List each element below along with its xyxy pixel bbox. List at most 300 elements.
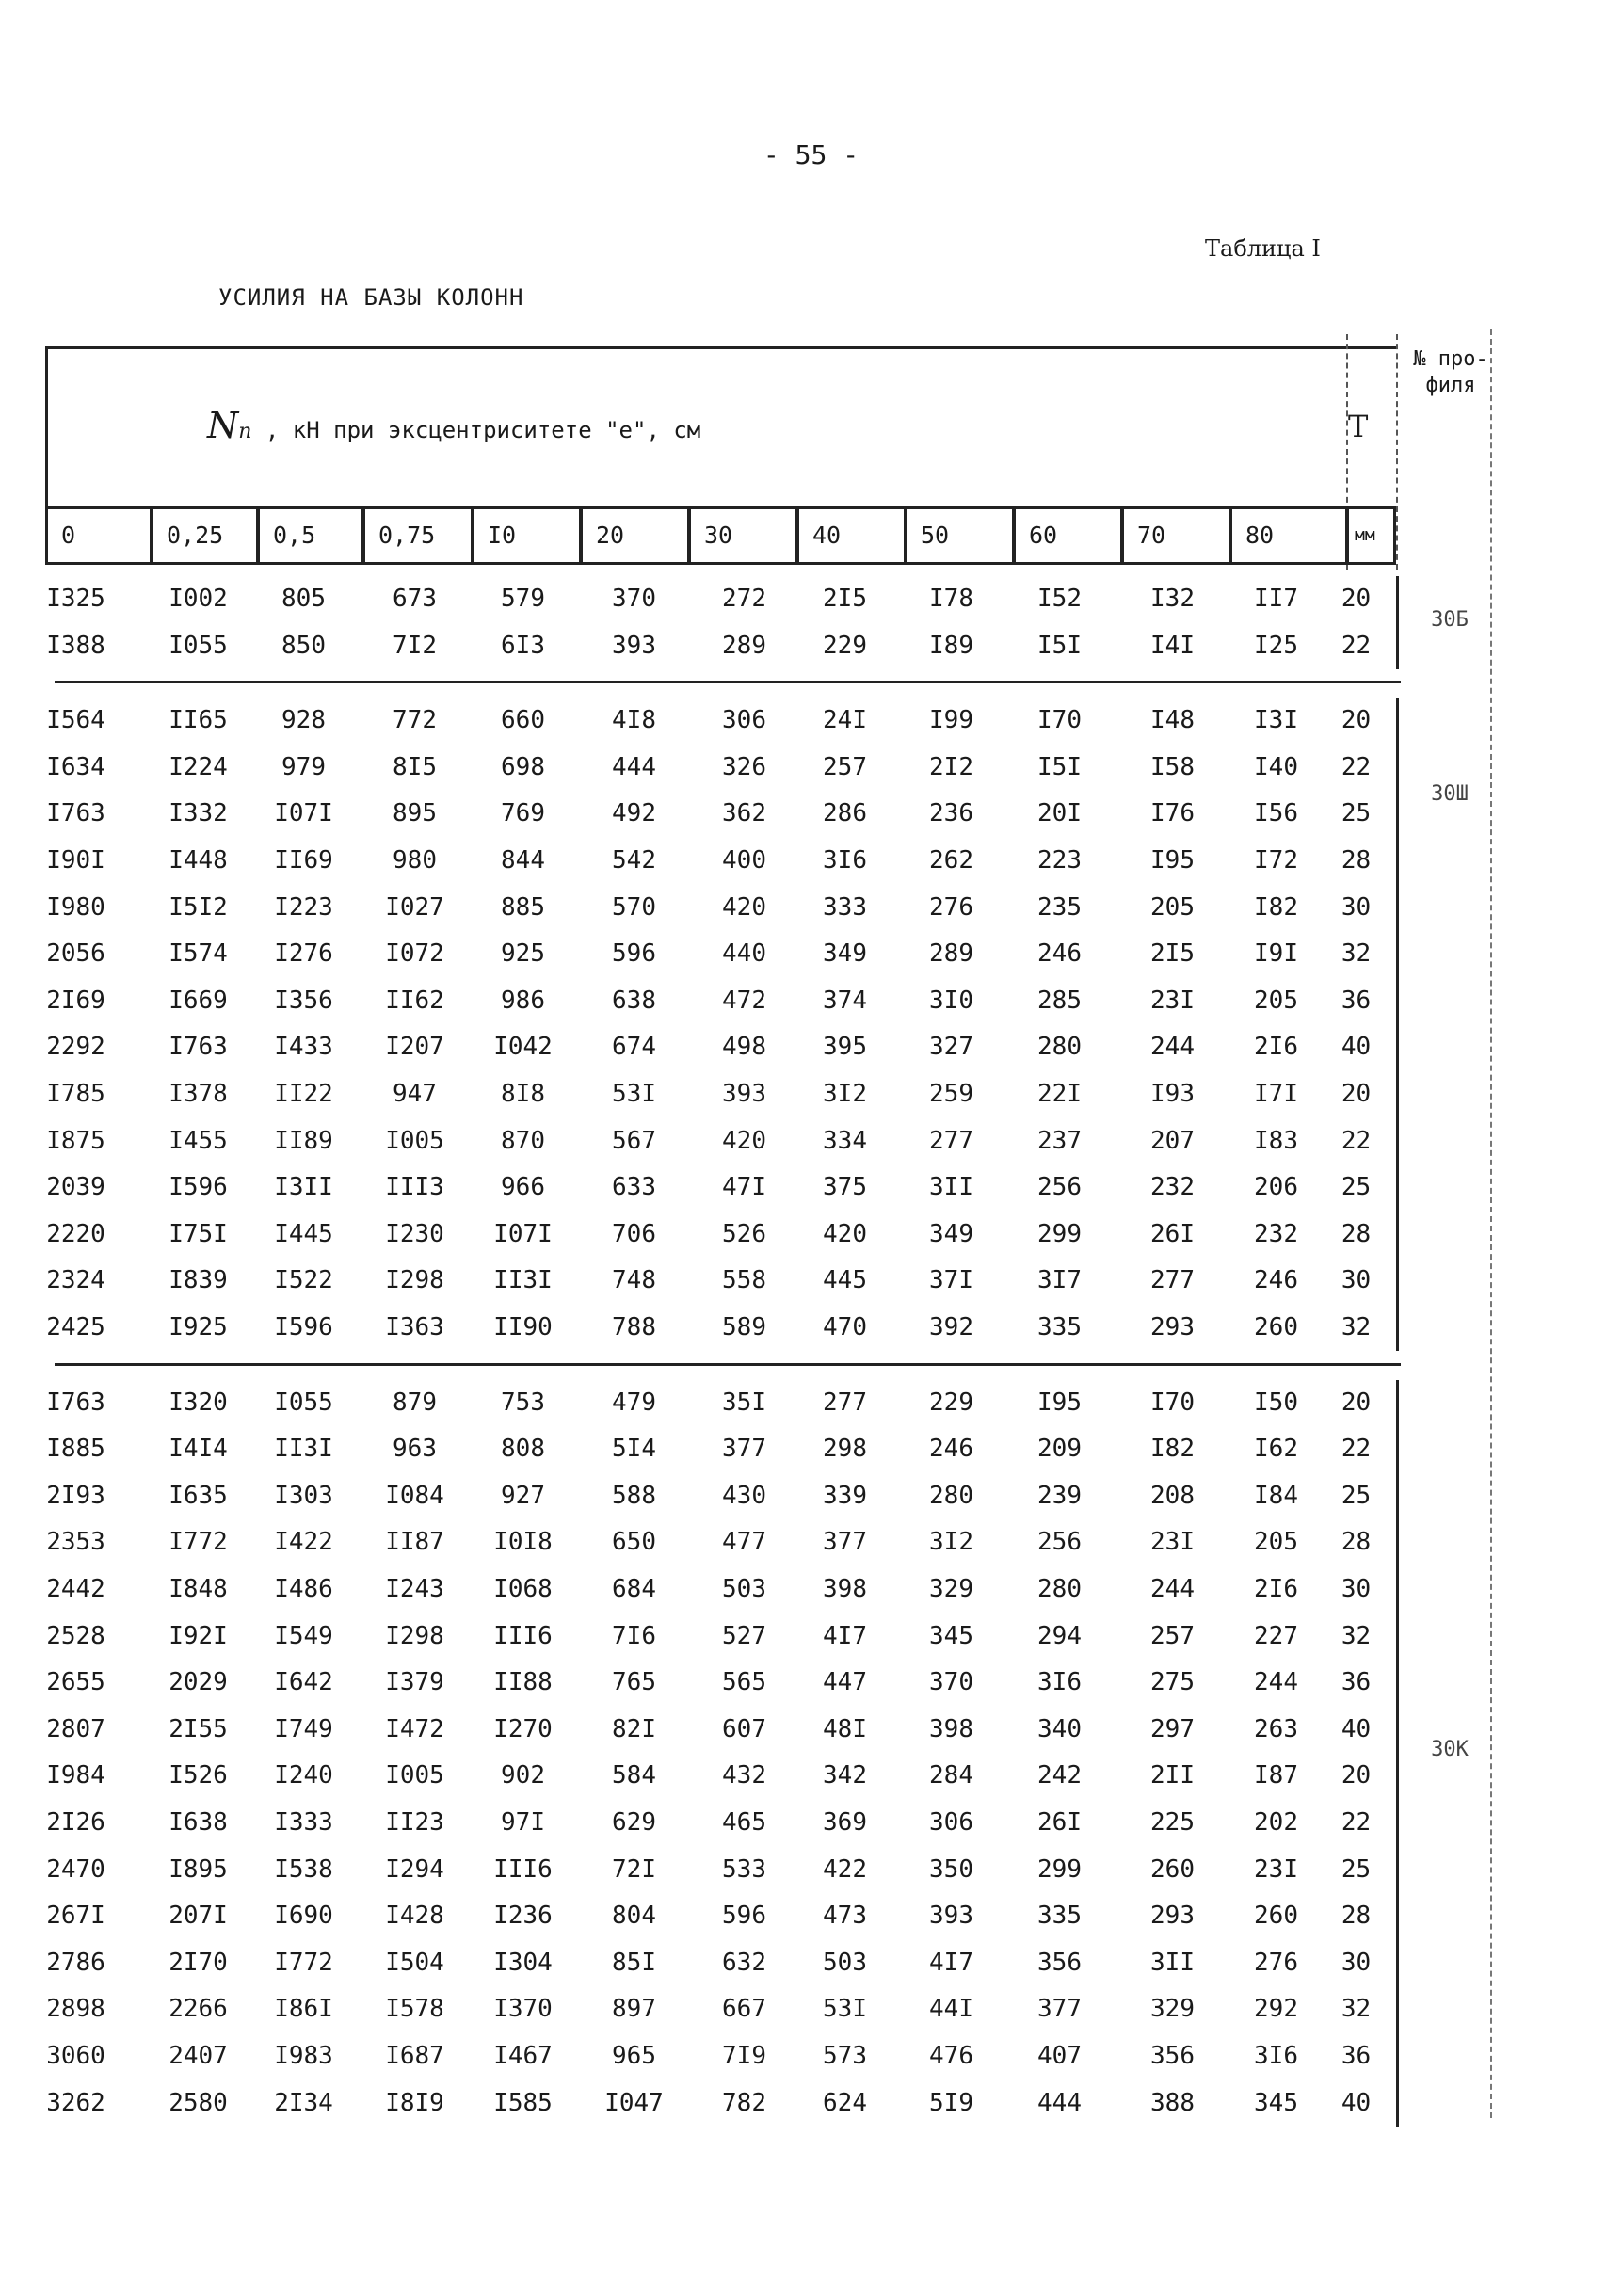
force-value-cell: I230 [385, 1220, 444, 1248]
force-value-cell: 229 [929, 1389, 973, 1417]
force-value-cell: I504 [385, 1949, 444, 1977]
force-value-cell: 629 [612, 1808, 656, 1837]
force-value-cell: 447 [823, 1668, 867, 1696]
force-value-cell: I596 [274, 1313, 333, 1341]
eccentricity-header-cell: 0 [45, 506, 153, 565]
force-value-cell: I980 [46, 893, 105, 922]
force-value-cell: 2I2 [929, 753, 973, 781]
force-value-cell: 2I6 [1254, 1575, 1298, 1603]
eccentricity-header-cell: 60 [1013, 506, 1123, 565]
table-row [0, 978, 1412, 1023]
table-title: УСИЛИЯ НА БАЗЫ КОЛОНН [218, 284, 524, 311]
force-value-cell: I378 [169, 1080, 228, 1108]
force-value-cell: 624 [823, 2089, 867, 2117]
header-separator [1396, 334, 1398, 570]
force-value-cell: I83 [1254, 1127, 1298, 1155]
thickness-cell: 22 [1341, 632, 1372, 660]
thickness-cell: 30 [1341, 1266, 1372, 1294]
force-value-cell: 6I3 [501, 632, 545, 660]
force-value-cell: 895 [393, 799, 437, 827]
force-value-cell: I294 [385, 1855, 444, 1884]
force-value-cell: 374 [823, 987, 867, 1015]
force-value-cell: 2898 [46, 1995, 105, 2023]
force-value-cell: 272 [722, 585, 766, 613]
force-value-cell: I95 [1150, 846, 1195, 875]
force-value-cell: 673 [393, 585, 437, 613]
n-subscript: п [238, 420, 252, 443]
force-value-cell: 280 [1037, 1033, 1082, 1061]
force-value-cell: 345 [929, 1622, 973, 1650]
table-row [0, 838, 1412, 883]
table-row [0, 1707, 1412, 1752]
force-value-cell: 339 [823, 1482, 867, 1510]
force-value-cell: 329 [1150, 1995, 1195, 2023]
force-value-cell: 277 [823, 1389, 867, 1417]
force-value-cell: 8I8 [501, 1080, 545, 1108]
table-row [0, 2080, 1412, 2126]
force-value-cell: I89 [929, 632, 973, 660]
force-value-cell: 3I6 [1254, 2042, 1298, 2070]
force-value-cell: I042 [493, 1033, 553, 1061]
force-value-cell: 362 [722, 799, 766, 827]
force-value-cell: I055 [274, 1389, 333, 1417]
thickness-cell: 32 [1341, 1313, 1372, 1341]
force-value-cell: 2470 [46, 1855, 105, 1884]
force-value-cell: 2I5 [1150, 939, 1195, 968]
force-value-cell: 298 [823, 1435, 867, 1463]
force-value-cell: 236 [929, 799, 973, 827]
force-value-cell: 2807 [46, 1715, 105, 1743]
force-value-cell: I363 [385, 1313, 444, 1341]
thickness-cell: 20 [1341, 1389, 1372, 1417]
force-value-cell: 765 [612, 1668, 656, 1696]
force-value-cell: 256 [1037, 1528, 1082, 1556]
thickness-cell: 22 [1341, 753, 1372, 781]
thickness-cell: 32 [1341, 1995, 1372, 2023]
force-value-cell: 205 [1254, 987, 1298, 1015]
force-value-cell: I32 [1150, 585, 1195, 613]
force-value-cell: 3I6 [823, 846, 867, 875]
force-value-cell: 4I8 [612, 706, 656, 734]
force-value-cell: 2442 [46, 1575, 105, 1603]
force-value-cell: 297 [1150, 1715, 1195, 1743]
table-row [0, 1071, 1412, 1116]
force-value-cell: 440 [722, 939, 766, 968]
profile-column-header: № про- филя [1413, 347, 1488, 397]
force-value-cell: 769 [501, 799, 545, 827]
force-value-cell: 492 [612, 799, 656, 827]
force-value-cell: I984 [46, 1761, 105, 1790]
force-value-cell: I58 [1150, 753, 1195, 781]
force-value-cell: 2324 [46, 1266, 105, 1294]
force-value-cell: I75I [169, 1220, 228, 1248]
force-value-cell: 8I5 [393, 753, 437, 781]
force-value-cell: I538 [274, 1855, 333, 1884]
force-value-cell: I50 [1254, 1389, 1298, 1417]
force-value-cell: 633 [612, 1173, 656, 1201]
force-value-cell: I320 [169, 1389, 228, 1417]
force-value-cell: 2266 [169, 1995, 228, 2023]
thickness-unit-cell: мм [1346, 506, 1396, 565]
profile-label: 30Б [1431, 608, 1469, 632]
table-row [0, 931, 1412, 976]
force-value-cell: I356 [274, 987, 333, 1015]
force-value-cell: 533 [722, 1855, 766, 1884]
force-value-cell: I86I [274, 1995, 333, 2023]
force-value-cell: I638 [169, 1808, 228, 1837]
force-value-cell: I4I [1150, 632, 1195, 660]
force-value-cell: I303 [274, 1482, 333, 1510]
force-value-cell: 2220 [46, 1220, 105, 1248]
force-value-cell: I93 [1150, 1080, 1195, 1108]
force-value-cell: 660 [501, 706, 545, 734]
force-value-cell: 965 [612, 2042, 656, 2070]
force-value-cell: 558 [722, 1266, 766, 1294]
force-value-cell: 260 [1254, 1902, 1298, 1930]
group-border [1396, 1380, 1399, 2127]
force-value-cell: 289 [929, 939, 973, 968]
group-divider [55, 1363, 1401, 1366]
force-value-cell: 2I5 [823, 585, 867, 613]
force-value-cell: 395 [823, 1033, 867, 1061]
force-value-cell: I785 [46, 1080, 105, 1108]
force-value-cell: 286 [823, 799, 867, 827]
force-value-cell: 340 [1037, 1715, 1082, 1743]
force-value-cell: 37I [929, 1266, 973, 1294]
force-value-cell: 3262 [46, 2089, 105, 2117]
force-value-cell: 444 [1037, 2089, 1082, 2117]
force-value-cell: II22 [274, 1080, 333, 1108]
table-row [0, 623, 1412, 668]
force-value-cell: 3I0 [929, 987, 973, 1015]
force-value-cell: 205 [1254, 1528, 1298, 1556]
force-value-cell: 589 [722, 1313, 766, 1341]
force-value-cell: I763 [169, 1033, 228, 1061]
force-value-cell: I90I [46, 846, 105, 875]
force-value-cell: 294 [1037, 1622, 1082, 1650]
force-value-cell: I486 [274, 1575, 333, 1603]
thickness-cell: 22 [1341, 1808, 1372, 1837]
group-divider [55, 681, 1401, 683]
force-value-cell: 393 [722, 1080, 766, 1108]
force-value-cell: I4I4 [169, 1435, 228, 1463]
thickness-cell: 20 [1341, 1080, 1372, 1108]
force-value-cell: 349 [823, 939, 867, 968]
force-value-cell: 289 [722, 632, 766, 660]
force-value-cell: 5I9 [929, 2089, 973, 2117]
force-value-cell: I772 [169, 1528, 228, 1556]
page-number: - 55 - [763, 139, 859, 170]
force-value-cell: I084 [385, 1482, 444, 1510]
force-value-cell: 208 [1150, 1482, 1195, 1510]
force-value-cell: I895 [169, 1855, 228, 1884]
force-value-cell: 232 [1150, 1173, 1195, 1201]
force-value-cell: I0I8 [493, 1528, 553, 1556]
force-value-cell: 257 [823, 753, 867, 781]
force-value-cell: 2029 [169, 1668, 228, 1696]
force-value-cell: I333 [274, 1808, 333, 1837]
force-value-cell: 444 [612, 753, 656, 781]
force-value-cell: I304 [493, 1949, 553, 1977]
force-value-cell: 476 [929, 2042, 973, 2070]
force-value-cell: I82 [1150, 1435, 1195, 1463]
table-row [0, 1258, 1412, 1303]
force-value-cell: 257 [1150, 1622, 1195, 1650]
force-value-cell: I25 [1254, 632, 1298, 660]
force-value-cell: II89 [274, 1127, 333, 1155]
force-value-cell: 632 [722, 1949, 766, 1977]
force-value-cell: 22I [1037, 1080, 1082, 1108]
force-value-cell: 306 [929, 1808, 973, 1837]
thickness-cell: 36 [1341, 1668, 1372, 1696]
force-value-cell: I574 [169, 939, 228, 968]
force-value-cell: 246 [1037, 939, 1082, 968]
force-value-cell: I3I [1254, 706, 1298, 734]
force-value-cell: 925 [501, 939, 545, 968]
force-value-cell: 72I [612, 1855, 656, 1884]
force-value-cell: 470 [823, 1313, 867, 1341]
force-value-cell: 432 [722, 1761, 766, 1790]
force-value-cell: 2I6 [1254, 1033, 1298, 1061]
force-value-cell: I52 [1037, 585, 1082, 613]
profile-label: 30К [1431, 1738, 1469, 1761]
table-row [0, 1164, 1412, 1210]
force-value-cell: I92I [169, 1622, 228, 1650]
force-value-cell: 684 [612, 1575, 656, 1603]
force-value-cell: 2353 [46, 1528, 105, 1556]
force-value-cell: 2I55 [169, 1715, 228, 1743]
force-value-cell: 526 [722, 1220, 766, 1248]
force-value-cell: 650 [612, 1528, 656, 1556]
thickness-cell: 28 [1341, 1902, 1372, 1930]
force-value-cell: 26I [1150, 1220, 1195, 1248]
force-value-cell: 2580 [169, 2089, 228, 2117]
table-row [0, 1519, 1412, 1565]
force-value-cell: I875 [46, 1127, 105, 1155]
force-value-cell: 2I34 [274, 2089, 333, 2117]
force-value-cell: 47I [722, 1173, 766, 1201]
force-value-cell: II88 [493, 1668, 553, 1696]
force-value-cell: I055 [169, 632, 228, 660]
force-value-cell: 638 [612, 987, 656, 1015]
eccentricity-header-cell: 50 [905, 506, 1015, 565]
force-value-cell: I224 [169, 753, 228, 781]
force-value-cell: 306 [722, 706, 766, 734]
force-value-cell: 393 [612, 632, 656, 660]
force-value-cell: 885 [501, 893, 545, 922]
force-value-cell: 349 [929, 1220, 973, 1248]
force-value-cell: I8I9 [385, 2089, 444, 2117]
force-value-cell: 596 [612, 939, 656, 968]
force-value-cell: 275 [1150, 1668, 1195, 1696]
force-value-cell: 244 [1254, 1668, 1298, 1696]
force-value-cell: 3I2 [823, 1080, 867, 1108]
table-row [0, 1660, 1412, 1705]
thickness-cell: 25 [1341, 1173, 1372, 1201]
force-value-cell: 2II [1150, 1761, 1195, 1790]
force-value-cell: 225 [1150, 1808, 1195, 1837]
thickness-cell: 22 [1341, 1127, 1372, 1155]
force-value-cell: 808 [501, 1435, 545, 1463]
force-value-cell: 445 [823, 1266, 867, 1294]
force-value-cell: 237 [1037, 1127, 1082, 1155]
force-value-cell: I027 [385, 893, 444, 922]
force-value-cell: 256 [1037, 1173, 1082, 1201]
force-value-cell: 607 [722, 1715, 766, 1743]
force-value-cell: I642 [274, 1668, 333, 1696]
force-value-cell: 209 [1037, 1435, 1082, 1463]
eccentricity-header-cell: 70 [1121, 506, 1231, 565]
force-value-cell: I002 [169, 585, 228, 613]
force-value-cell: 596 [722, 1902, 766, 1930]
force-value-cell: 277 [929, 1127, 973, 1155]
table-row [0, 576, 1412, 621]
force-value-cell: 753 [501, 1389, 545, 1417]
force-value-cell: 20I [1037, 799, 1082, 827]
force-value-cell: I428 [385, 1902, 444, 1930]
force-value-cell: 565 [722, 1668, 766, 1696]
table-row [0, 745, 1412, 790]
force-value-cell: I82 [1254, 893, 1298, 922]
thickness-symbol: Т [1348, 409, 1369, 444]
header-caption-text: , кН при эксцентриситете "е", см [265, 417, 701, 443]
force-value-cell: 2I26 [46, 1808, 105, 1837]
force-value-cell: II3I [493, 1266, 553, 1294]
force-value-cell: 979 [281, 753, 326, 781]
force-value-cell: 2056 [46, 939, 105, 968]
force-value-cell: 242 [1037, 1761, 1082, 1790]
eccentricity-header-cell: 0,25 [151, 506, 259, 565]
force-value-cell: 326 [722, 753, 766, 781]
force-value-cell: 748 [612, 1266, 656, 1294]
force-value-cell: I325 [46, 585, 105, 613]
force-value-cell: 232 [1254, 1220, 1298, 1248]
force-value-cell: 667 [722, 1995, 766, 2023]
force-value-cell: 205 [1150, 893, 1195, 922]
force-value-cell: II23 [385, 1808, 444, 1837]
table-row [0, 1212, 1412, 1257]
force-value-cell: 23I [1254, 1855, 1298, 1884]
force-value-cell: 229 [823, 632, 867, 660]
force-value-cell: 235 [1037, 893, 1082, 922]
force-value-cell: 4I7 [929, 1949, 973, 1977]
force-value-cell: 285 [1037, 987, 1082, 1015]
force-value-cell: 805 [281, 585, 326, 613]
force-value-cell: 26I [1037, 1808, 1082, 1837]
force-value-cell: 567 [612, 1127, 656, 1155]
force-value-cell: 772 [393, 706, 437, 734]
force-value-cell: I207 [385, 1033, 444, 1061]
force-value-cell: 44I [929, 1995, 973, 2023]
force-value-cell: 276 [1254, 1949, 1298, 1977]
force-value-cell: 927 [501, 1482, 545, 1510]
eccentricity-header-cell: 40 [796, 506, 907, 565]
force-value-cell: I388 [46, 632, 105, 660]
force-value-cell: 947 [393, 1080, 437, 1108]
force-value-cell: 260 [1150, 1855, 1195, 1884]
force-value-cell: 7I2 [393, 632, 437, 660]
force-value-cell: I005 [385, 1127, 444, 1155]
force-value-cell: 674 [612, 1033, 656, 1061]
force-value-cell: 398 [823, 1575, 867, 1603]
force-value-cell: 2528 [46, 1622, 105, 1650]
force-value-cell: I549 [274, 1622, 333, 1650]
force-value-cell: I068 [493, 1575, 553, 1603]
force-value-cell: I848 [169, 1575, 228, 1603]
force-value-cell: I48 [1150, 706, 1195, 734]
force-value-cell: II69 [274, 846, 333, 875]
force-value-cell: I585 [493, 2089, 553, 2117]
force-value-cell: 782 [722, 2089, 766, 2117]
force-value-cell: 2I69 [46, 987, 105, 1015]
force-value-cell: I223 [274, 893, 333, 922]
force-value-cell: 392 [929, 1313, 973, 1341]
force-value-cell: 375 [823, 1173, 867, 1201]
table-row [0, 791, 1412, 836]
thickness-cell: 36 [1341, 2042, 1372, 2070]
force-value-cell: 327 [929, 1033, 973, 1061]
table-row [0, 1024, 1412, 1069]
force-value-cell: 3II [1150, 1949, 1195, 1977]
force-value-cell: 239 [1037, 1482, 1082, 1510]
table-row [0, 1614, 1412, 1659]
force-value-cell: 477 [722, 1528, 766, 1556]
force-value-cell: 260 [1254, 1313, 1298, 1341]
force-value-cell: 293 [1150, 1313, 1195, 1341]
force-value-cell: II87 [385, 1528, 444, 1556]
thickness-cell: 30 [1341, 893, 1372, 922]
table-row [0, 1940, 1412, 1985]
force-value-cell: 420 [722, 1127, 766, 1155]
force-value-cell: I772 [274, 1949, 333, 1977]
force-value-cell: 370 [929, 1668, 973, 1696]
force-value-cell: I925 [169, 1313, 228, 1341]
force-value-cell: 227 [1254, 1622, 1298, 1650]
force-value-cell: 573 [823, 2042, 867, 2070]
force-value-cell: 503 [823, 1949, 867, 1977]
force-value-cell: 334 [823, 1127, 867, 1155]
force-value-cell: 53I [823, 1995, 867, 2023]
eccentricity-header-cell: I0 [472, 506, 582, 565]
force-value-cell: 850 [281, 632, 326, 660]
table-label: Таблица I [1205, 235, 1321, 262]
force-value-cell: I276 [274, 939, 333, 968]
force-value-cell: I564 [46, 706, 105, 734]
force-value-cell: 472 [722, 987, 766, 1015]
force-value-cell: I07I [493, 1220, 553, 1248]
force-value-cell: 584 [612, 1761, 656, 1790]
force-value-cell: 986 [501, 987, 545, 1015]
force-value-cell: 579 [501, 585, 545, 613]
force-value-cell: I526 [169, 1761, 228, 1790]
force-value-cell: I78 [929, 585, 973, 613]
force-value-cell: 870 [501, 1127, 545, 1155]
force-value-cell: 259 [929, 1080, 973, 1108]
thickness-cell: 28 [1341, 1528, 1372, 1556]
force-value-cell: I9I [1254, 939, 1298, 968]
thickness-cell: 32 [1341, 939, 1372, 968]
force-value-cell: III3 [385, 1173, 444, 1201]
thickness-cell: 25 [1341, 799, 1372, 827]
table-right-border [1490, 329, 1492, 2118]
force-value-cell: I40 [1254, 753, 1298, 781]
force-value-cell: 527 [722, 1622, 766, 1650]
force-value-cell: I298 [385, 1622, 444, 1650]
force-value-cell: 2655 [46, 1668, 105, 1696]
force-value-cell: I95 [1037, 1389, 1082, 1417]
force-value-cell: III6 [493, 1855, 553, 1884]
thickness-cell: 30 [1341, 1949, 1372, 1977]
